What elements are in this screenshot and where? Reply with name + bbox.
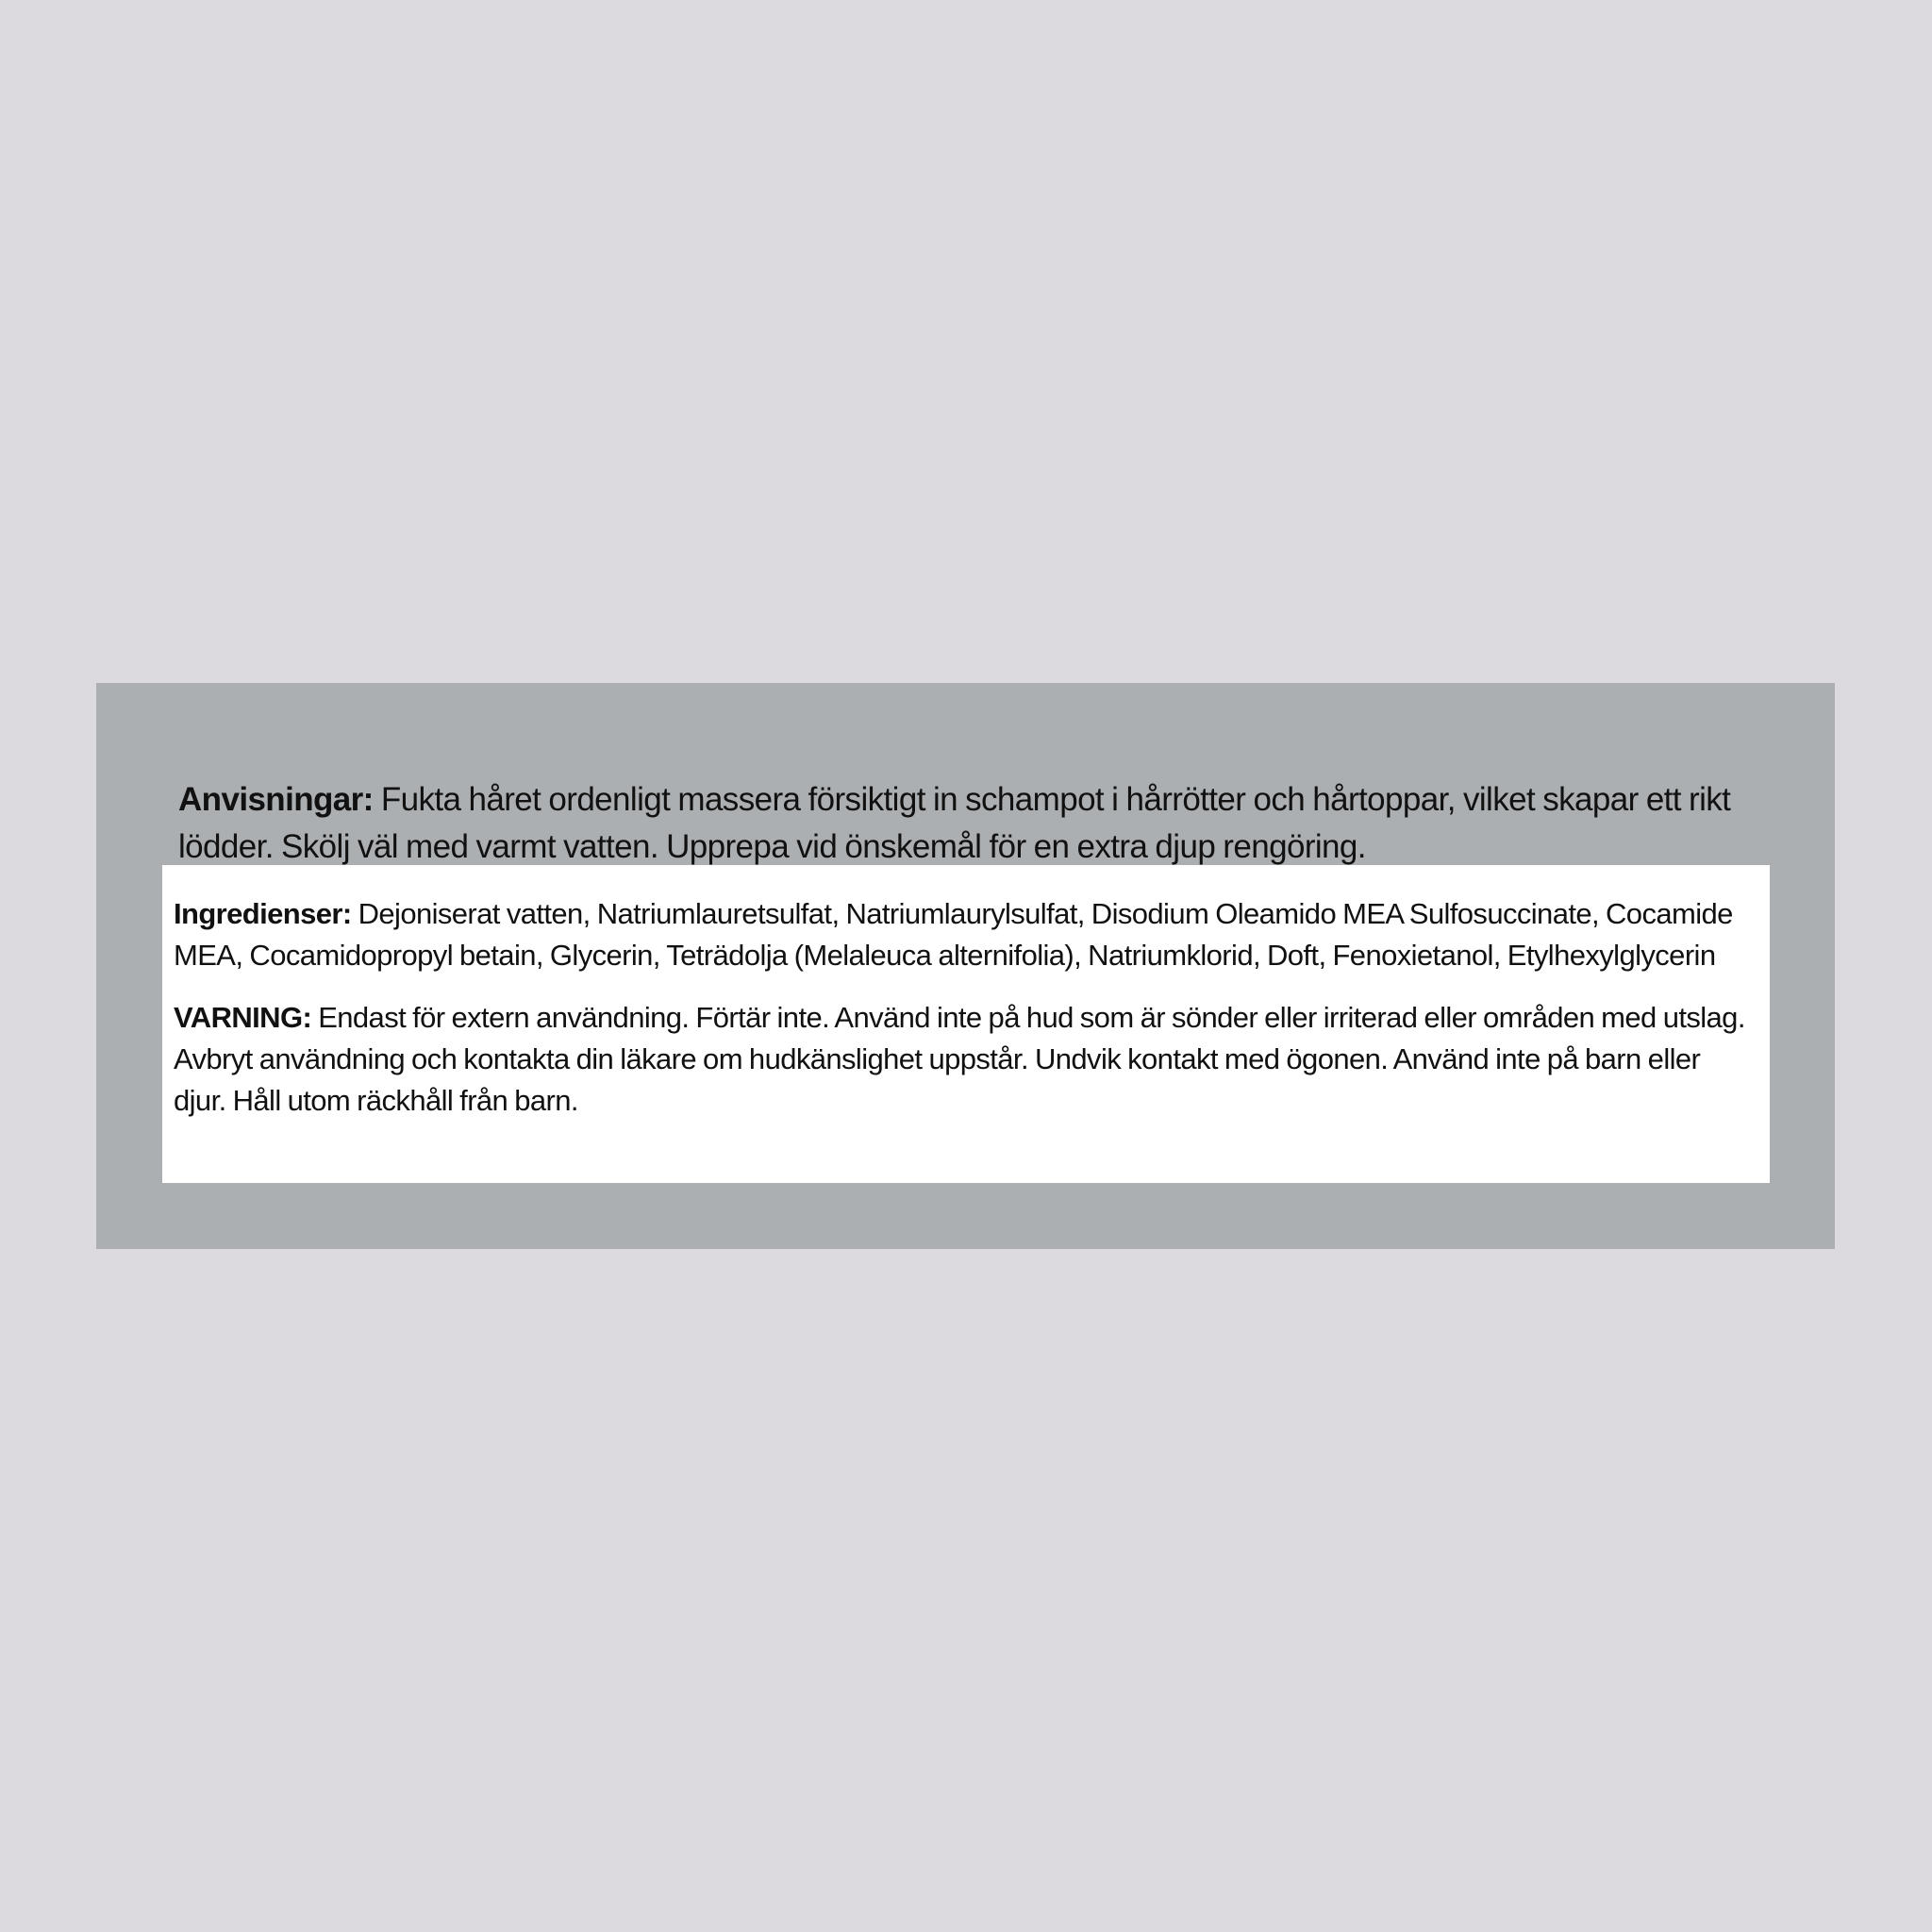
ingredients-paragraph: [174, 893, 1758, 976]
ingredients-heading: Ingredienser:: [174, 897, 352, 930]
product-label-panel: [96, 683, 1835, 1249]
ingredients-warning-box: [162, 865, 1770, 1183]
directions-heading: Anvisningar:: [178, 781, 374, 818]
warning-paragraph: [174, 997, 1758, 1122]
directions-paragraph: [178, 776, 1782, 871]
warning-text: Endast för extern användning. Förtär inte. Använd inte på hud som är sönder eller irriterad eller områden med utslag. Avbryt användning och kontakta din läkare om hudkänslighet uppstår. Undvik kontakt med ögonen. Använd inte på barn eller djur. Håll utom räckhåll från barn.: [174, 1001, 1745, 1117]
warning-heading: VARNING:: [174, 1001, 312, 1034]
ingredients-text: Dejoniserat vatten, Natriumlauretsulfat, Natriumlaurylsulfat, Disodium Oleamido MEA Sulfosuccinate, Cocamide MEA, Cocamidopropyl betain, Glycerin, Teträdolja (Melaleuca alternifolia), Natriumklorid, Doft, Fenoxietanol, Etylhexylglycerin: [174, 897, 1733, 972]
directions-text: Fukta håret ordenligt massera försiktigt in schampot i hårrötter och hårtoppar, vilket skapar ett rikt lödder. Skölj väl med varmt vatten. Upprepa vid önskemål för en extra djup rengöring.: [178, 781, 1731, 865]
